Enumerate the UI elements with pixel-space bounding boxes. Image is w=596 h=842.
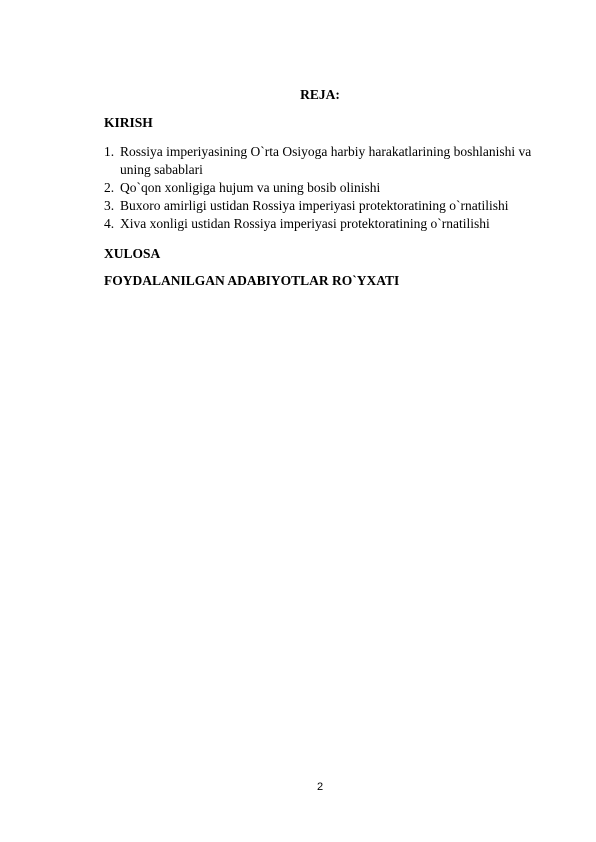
toc-item: [104, 197, 564, 215]
intro-heading: KIRISH: [104, 115, 153, 130]
toc-item: [104, 215, 564, 233]
toc-item-number: 4.: [104, 216, 115, 231]
toc-item-number: 3.: [104, 198, 115, 213]
page-number: 2: [316, 781, 324, 793]
toc-item-text: Xiva xonligi ustidan Rossiya imperiyasi protektoratining o`rnatilishi: [120, 216, 490, 231]
plan-title: REJA:: [300, 87, 340, 102]
toc-item-text: Rossiya imperiyasining O`rta Osiyoga harbiy harakatlarining boshlanishi va uning sabablari: [120, 144, 532, 177]
toc-item: [104, 143, 564, 179]
table-of-contents: [104, 143, 564, 233]
toc-item-number: 2.: [104, 180, 115, 195]
conclusion-heading: XULOSA: [104, 246, 161, 261]
toc-item-number: 1.: [104, 144, 115, 159]
toc-item-text: Buxoro amirligi ustidan Rossiya imperiyasi protektoratining o`rnatilishi: [120, 198, 509, 213]
references-heading: FOYDALANILGAN ADABIYOTLAR RO`YXATI: [104, 273, 400, 288]
toc-item-text: Qo`qon xonligiga hujum va uning bosib olinishi: [120, 180, 381, 195]
toc-item: [104, 179, 564, 197]
